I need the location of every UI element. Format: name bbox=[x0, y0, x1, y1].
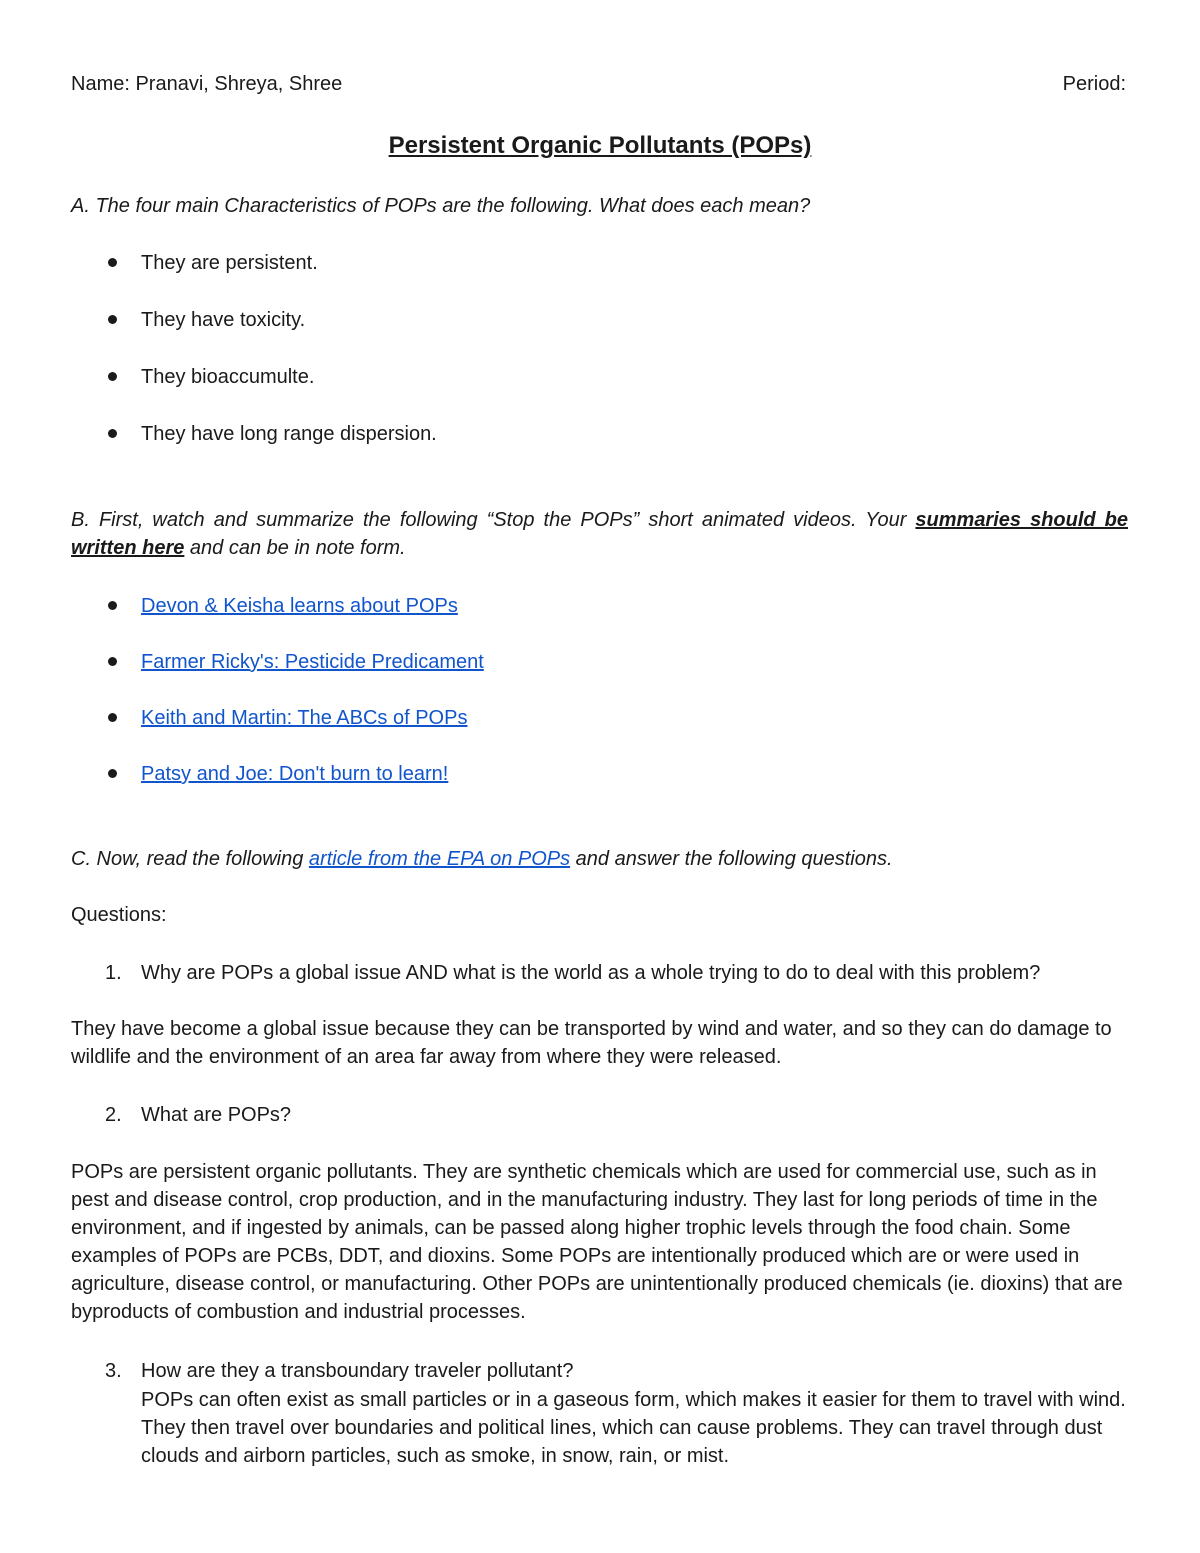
list-item bbox=[141, 704, 1128, 732]
section-b-prompt: B. First, watch and summarize the following “Stop the POPs” short animated videos. Your summaries should be written here and can be in note form. bbox=[71, 509, 1128, 559]
bullet-icon bbox=[108, 601, 117, 610]
list-item: They have toxicity. bbox=[141, 306, 1128, 334]
bullet-icon bbox=[108, 372, 117, 381]
question-text: Why are POPs a global issue AND what is the world as a whole trying to do to deal with this problem? bbox=[141, 962, 1041, 984]
video-link-patsy-joe[interactable]: Patsy and Joe: Don't burn to learn! bbox=[141, 763, 449, 785]
answer-text: They have become a global issue because they can be transported by wind and water, and so they can do damage to wildlife and the environment of an area far away from where they were released. bbox=[71, 1018, 1112, 1068]
name-line: Name: Pranavi, Shreya, Shree bbox=[71, 73, 343, 95]
section-a-prompt: A. The four main Characteristics of POPs are the following. What does each mean? bbox=[71, 195, 811, 217]
list-item: They bioaccumulte. bbox=[141, 363, 1128, 391]
section-c-prompt: C. Now, read the following article from the EPA on POPs and answer the following questions. bbox=[71, 848, 893, 870]
video-link-keith-martin[interactable]: Keith and Martin: The ABCs of POPs bbox=[141, 707, 468, 729]
page-title: Persistent Organic Pollutants (POPs) bbox=[388, 132, 812, 159]
period-line: Period: bbox=[1062, 73, 1126, 95]
question-text: How are they a transboundary traveler pollutant? bbox=[141, 1360, 574, 1382]
bullet-icon bbox=[108, 258, 117, 267]
bullet-icon bbox=[108, 429, 117, 438]
list-item bbox=[141, 592, 1128, 620]
answer-text: POPs can often exist as small particles or in a gaseous form, which makes it easier for them to travel with wind. They then travel over boundaries and political lines, which can cause problems. They can travel through dust clouds and airborn particles, such as smoke, in snow, rain, or mist. bbox=[141, 1389, 1126, 1467]
question-number: 3. bbox=[105, 1360, 122, 1382]
header-row bbox=[71, 70, 1126, 98]
questions-label: Questions: bbox=[71, 904, 167, 926]
video-link-devon-keisha[interactable]: Devon & Keisha learns about POPs bbox=[141, 595, 458, 617]
bullet-icon bbox=[108, 657, 117, 666]
list-item bbox=[141, 648, 1128, 676]
list-item bbox=[141, 760, 1128, 788]
question-number: 1. bbox=[105, 962, 122, 984]
emphasis-text: summaries should be written here bbox=[71, 509, 1128, 559]
bullet-icon bbox=[108, 769, 117, 778]
answer-text: POPs are persistent organic pollutants. They are synthetic chemicals which are used for commercial use, such as in pest and disease control, crop production, and in the manufacturing industry. They last for long periods of time in the environment, and if ingested by animals, can be passed along higher trophic levels through the food chain. Some examples of POPs are PCBs, DDT, and dioxins. Some POPs are intentionally produced which are or were used in agriculture, disease control, or manufacturing. Other POPs are unintentionally produced chemicals (ie. dioxins) that are byproducts of combustion and industrial processes. bbox=[71, 1161, 1123, 1323]
bullet-icon bbox=[108, 713, 117, 722]
list-item: They have long range dispersion. bbox=[141, 420, 1128, 448]
question-number: 2. bbox=[105, 1104, 122, 1126]
bullet-icon bbox=[108, 315, 117, 324]
list-item: They are persistent. bbox=[141, 249, 1128, 277]
question-text: What are POPs? bbox=[141, 1104, 292, 1126]
epa-article-link[interactable]: article from the EPA on POPs bbox=[308, 848, 571, 870]
video-link-farmer-ricky[interactable]: Farmer Ricky's: Pesticide Predicament bbox=[141, 651, 484, 673]
